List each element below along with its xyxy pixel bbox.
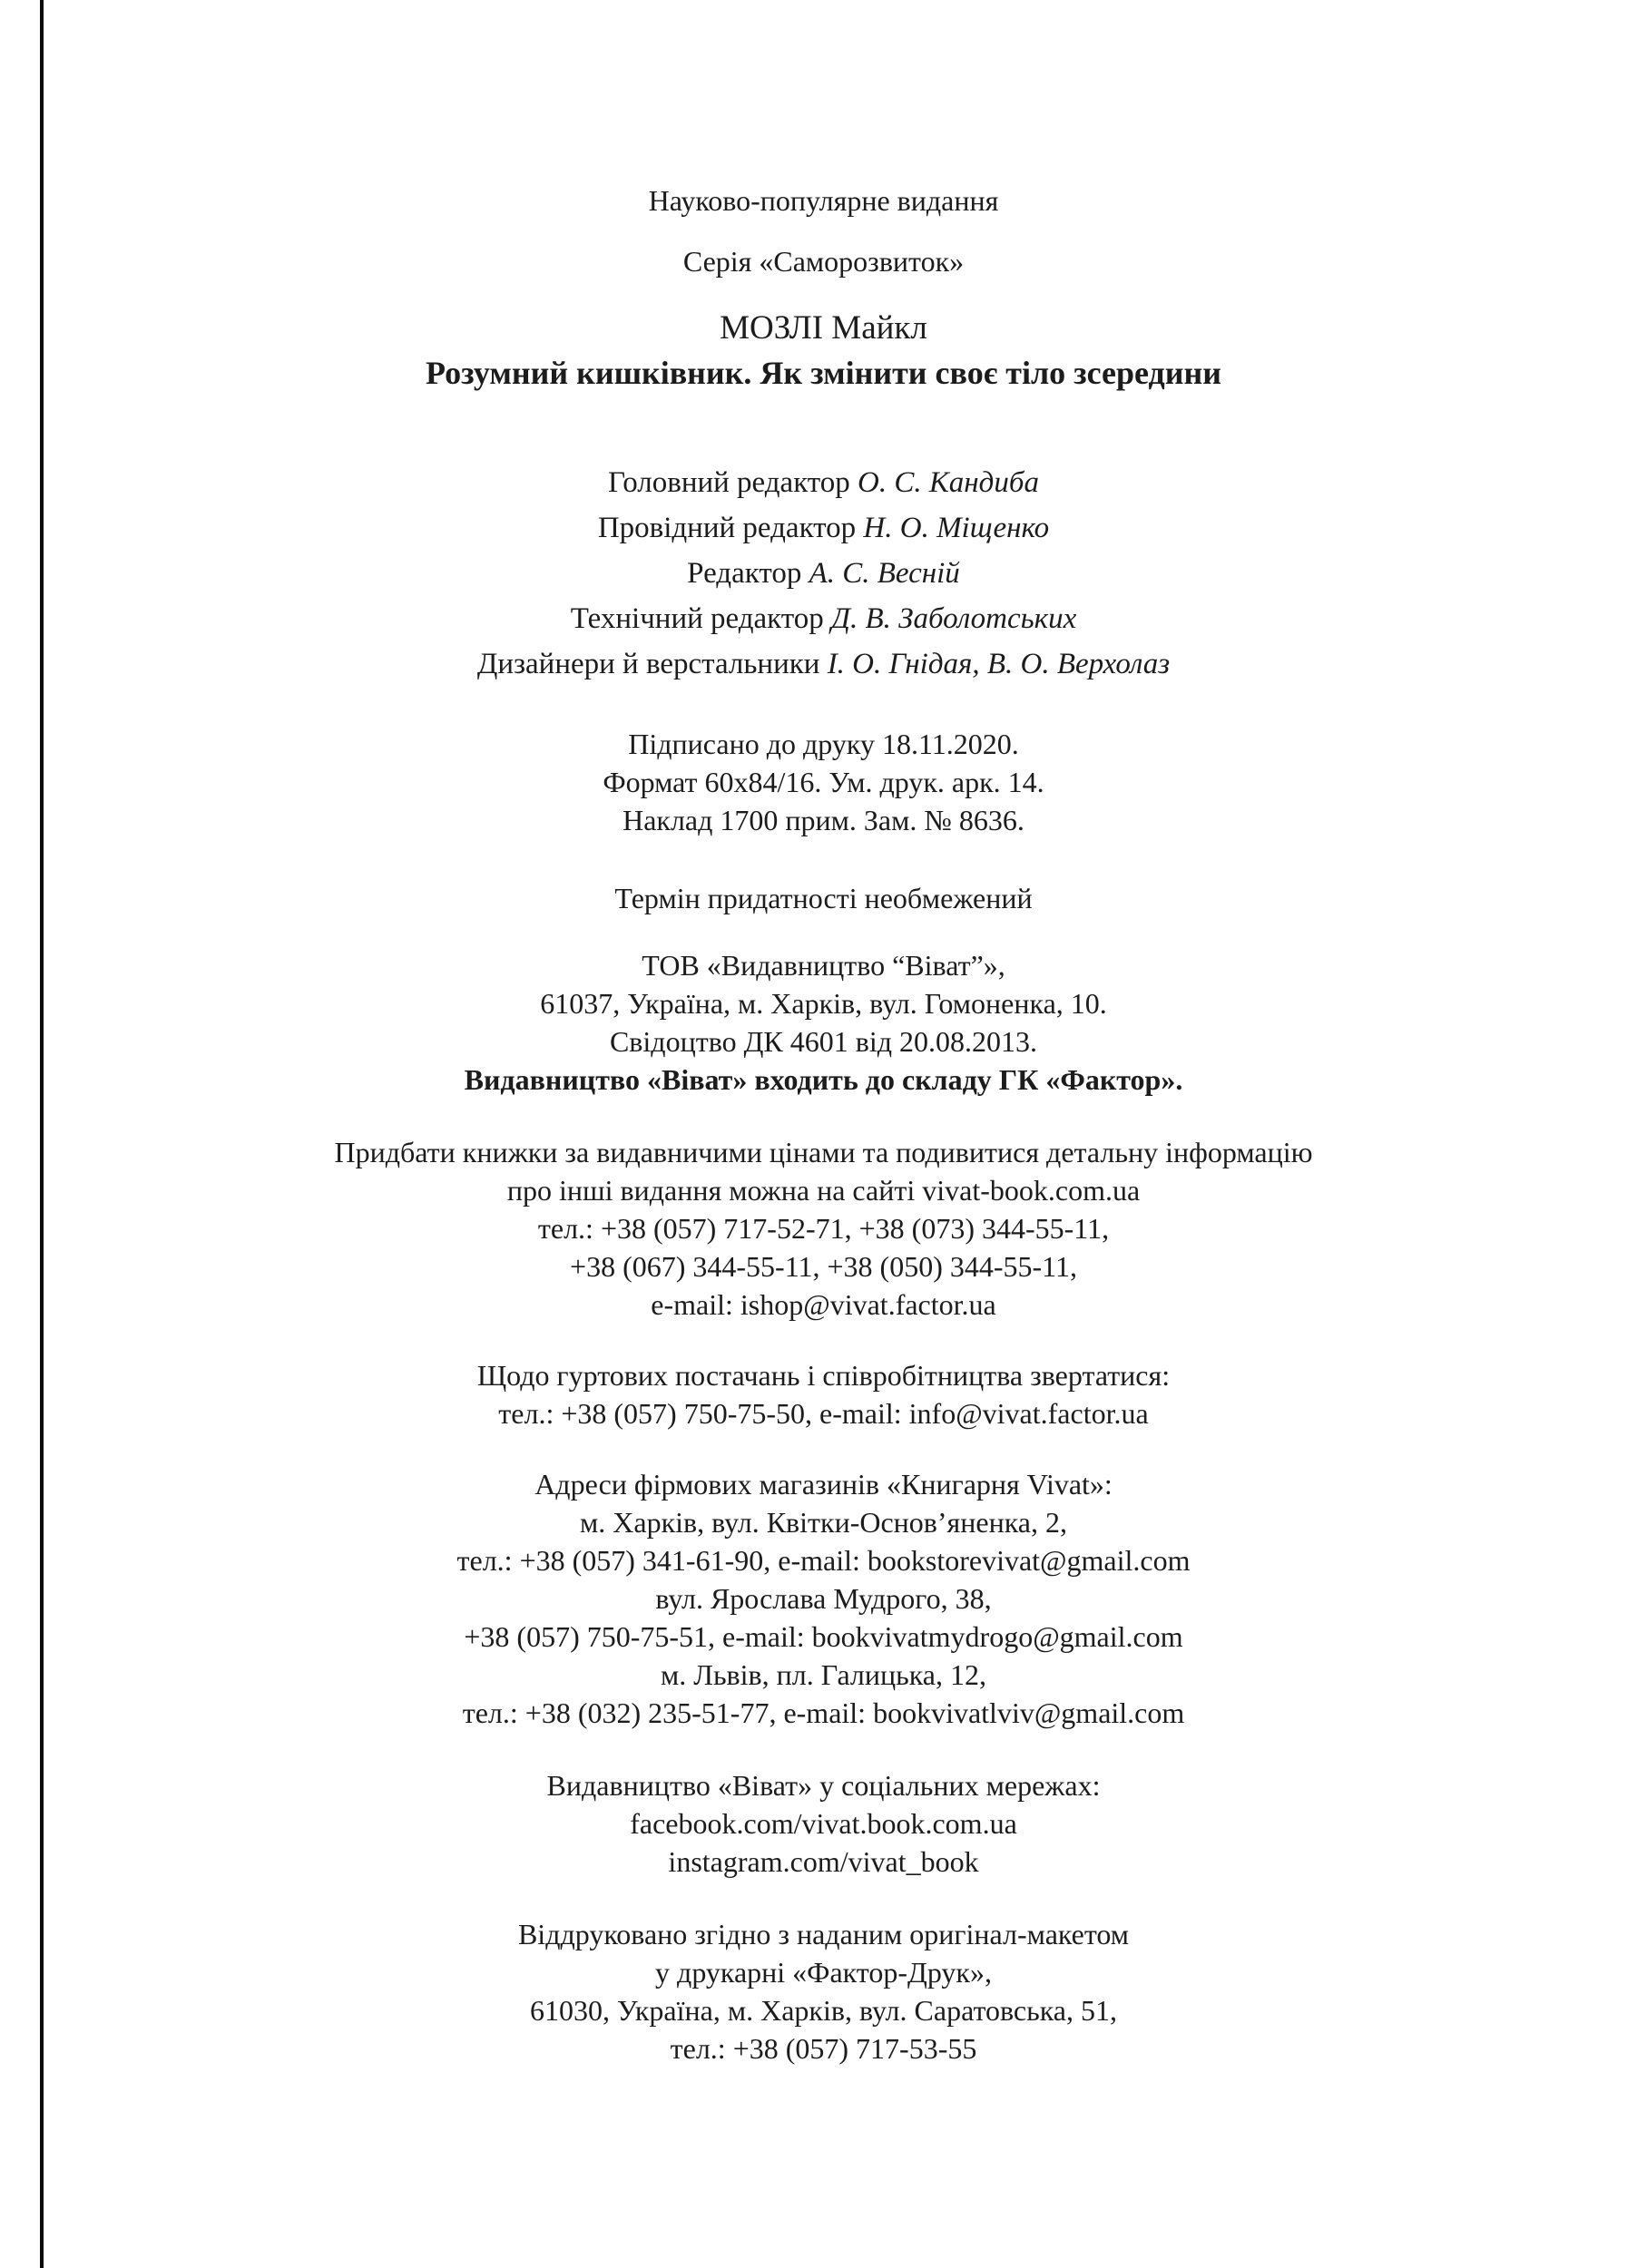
colophon-content xyxy=(0,181,1647,2068)
staff-person: Н. О. Міщенко xyxy=(863,512,1050,544)
publisher-line: ТОВ «Видавництво “Віват”», xyxy=(642,949,1005,982)
staff-list xyxy=(0,460,1647,687)
store-address-line: м. Львів, пл. Галицька, 12, xyxy=(660,1658,986,1691)
purchase-phone-line: тел.: +38 (057) 717-52-71, +38 (073) 344-55-11, xyxy=(537,1212,1110,1245)
wholesale-contact-line: тел.: +38 (057) 750-75-50, e-mail: info@vivat.factor.ua xyxy=(498,1397,1149,1430)
wholesale-line: Щодо гуртових постачань і співробітництва звертатися: xyxy=(476,1359,1171,1392)
store-contact-line: +38 (057) 750-75-51, e-mail: bookvivatmydrogo@gmail.com xyxy=(464,1620,1183,1653)
staff-person: О. С. Кандиба xyxy=(858,466,1039,499)
author-name: МОЗЛІ Майкл xyxy=(720,309,927,347)
staff-line xyxy=(0,596,1647,641)
printing-line: 61030, Україна, м. Харків, вул. Саратовська, 51, xyxy=(530,1994,1117,2027)
staff-role: Редактор xyxy=(687,557,809,590)
staff-role: Головний редактор xyxy=(608,466,858,499)
publisher-group-note: Видавництво «Віват» входить до складу ГК «Фактор». xyxy=(464,1063,1183,1096)
staff-person: І. О. Гнідая, В. О. Верхолаз xyxy=(827,648,1171,680)
purchase-line: про інші видання можна на сайті vivat-book.com.ua xyxy=(506,1174,1141,1207)
wholesale-info xyxy=(0,1356,1647,1432)
publisher-line: Свідоцтво ДК 4601 від 20.08.2013. xyxy=(609,1025,1038,1058)
staff-line xyxy=(0,551,1647,596)
book-title: Розумний кишківник. Як змінити своє тіло зсередини xyxy=(426,355,1221,391)
store-contact-line: тел.: +38 (057) 341-61-90, e-mail: bookstorevivat@gmail.com xyxy=(456,1544,1191,1577)
staff-line xyxy=(0,460,1647,505)
stores-info xyxy=(0,1465,1647,1732)
printing-line: у друкарні «Фактор-Друк», xyxy=(655,1956,992,1989)
printing-line: Віддруковано згідно з наданим оригінал-макетом xyxy=(517,1918,1130,1950)
edition-type: Науково-популярне видання xyxy=(648,184,999,217)
purchase-info xyxy=(0,1133,1647,1324)
series-name: Серія «Саморозвиток» xyxy=(682,245,965,278)
staff-role: Провідний редактор xyxy=(597,512,864,544)
staff-person: Д. В. Заболотських xyxy=(831,602,1077,635)
printing-house-info xyxy=(0,1915,1647,2068)
instagram-url: instagram.com/vivat_book xyxy=(668,1845,979,1878)
staff-line xyxy=(0,505,1647,551)
printing-phone-line: тел.: +38 (057) 717-53-55 xyxy=(670,2032,977,2065)
staff-role: Дизайнери й верстальники xyxy=(476,648,828,680)
store-address-line: вул. Ярослава Мудрого, 38, xyxy=(655,1582,992,1615)
purchase-line: Придбати книжки за видавничими цінами та подивитися детальну інформацію xyxy=(334,1136,1313,1168)
store-contact-line: тел.: +38 (032) 235-51-77, e-mail: bookvivatlviv@gmail.com xyxy=(462,1696,1185,1729)
shelf-life-note: Термін придатності необмежений xyxy=(614,882,1033,914)
purchase-email-line: e-mail: ishop@vivat.factor.ua xyxy=(651,1288,996,1321)
print-details-line: Формат 60х84/16. Ум. друк. арк. 14. xyxy=(603,766,1044,798)
social-info xyxy=(0,1766,1647,1881)
print-details-line: Підписано до друку 18.11.2020. xyxy=(628,728,1019,760)
stores-heading-line: Адреси фірмових магазинів «Книгарня Vivat»: xyxy=(534,1468,1113,1501)
staff-role: Технічний редактор xyxy=(570,602,832,635)
staff-line xyxy=(0,641,1647,687)
purchase-phone-line: +38 (067) 344-55-11, +38 (050) 344-55-11, xyxy=(570,1250,1077,1283)
social-heading-line: Видавництво «Віват» у соціальних мережах: xyxy=(546,1769,1101,1802)
store-address-line: м. Харків, вул. Квітки-Основ’яненка, 2, xyxy=(580,1506,1067,1539)
print-details-line: Наклад 1700 прим. Зам. № 8636. xyxy=(623,804,1024,836)
print-details xyxy=(0,725,1647,839)
staff-person: А. С. Весній xyxy=(809,557,960,590)
publisher-info xyxy=(0,946,1647,1099)
facebook-url: facebook.com/vivat.book.com.ua xyxy=(630,1807,1017,1840)
publisher-line: 61037, Україна, м. Харків, вул. Гомоненка, 10. xyxy=(540,987,1107,1020)
